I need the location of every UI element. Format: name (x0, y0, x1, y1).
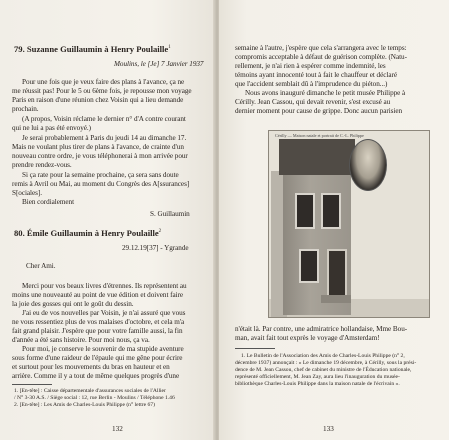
letter-80-line: fait grand plaisir. J'espère que pour votre famille aussi, la fin (12, 327, 183, 335)
letter-79-line: qui ne lui a pas été envoyé.) (12, 124, 91, 132)
letter-80-salutation: Cher Ami. (26, 262, 56, 270)
footnote: bibliothèque Charles-Louis Philippe dans la maison natale de l'écrivain ». (235, 381, 400, 387)
portrait-medallion (349, 139, 387, 191)
body-line: Nous avons inauguré dimanche le petit musée Philippe à (245, 89, 406, 97)
letter-79-line: S[ociales]. (12, 189, 42, 197)
page-number: 133 (323, 425, 334, 433)
body-line: Cérilly. Jean Cassou, qui devait revenir, s'est excusé au (235, 98, 391, 106)
photo-door (327, 249, 347, 297)
photograph (268, 130, 430, 318)
right-page (219, 0, 449, 440)
letter-79-line: remis à Avril ou Mai, au moment du Congrès des A[ssurances] (12, 180, 190, 188)
letter-79-line: Paris en raison d'une réunion chez Voisin qui a lieu demande (12, 96, 184, 104)
letter-79-line: Si ça rate pour la semaine prochaine, ça sera sans doute (22, 171, 179, 179)
letter-80-line: la joie des gosses qui ont le goût du dessin. (12, 300, 134, 308)
body-line: rellement, je n'ai rien à espérer comme indemnité, les (235, 62, 386, 70)
letter-79-line: Mais ne voulant plus tirer de plans à l'avance, de crainte d'un (12, 143, 184, 151)
footnote: décembre 1937) annonçait : « Le dimanche 19 décembre, à Cérilly, sous la prési- (235, 360, 417, 366)
body-line: témoins ayant innocenté tout à fait le chauffeur et déclaré (235, 71, 397, 79)
body-line: semaine à l'autre, j'espère que cela s'arrangera avec le temps: (235, 44, 407, 52)
footnote: représenté officiellement, M. Jean Zay, aura lieu l'inauguration du musée- (235, 374, 400, 380)
letter-79-line: Je serai probablement à Paris du jeudi 14 au dimanche 17. (22, 134, 187, 142)
photo-roof (279, 139, 355, 175)
letter-80-line: ne vous ressentiez plus de vos malaises d'octobre, et cela m'a (12, 318, 185, 326)
letter-79-dateline: Moulins, le [Je] 7 Janvier 1937 (114, 60, 204, 68)
footnote: 1. Le Bulletin de l'Association des Amis de Charles-Louis Philippe (n° 2, (241, 353, 405, 359)
footnote-rule (12, 384, 52, 385)
body-line: man, avait fait tout exprès le voyage d'Amsterdam! (235, 334, 380, 342)
page-number: 132 (112, 425, 123, 433)
photo-window (299, 249, 319, 283)
letter-80-title: 80. Émile Guillaumin à Henry Poulaille$^2$ (14, 228, 162, 238)
letter-79-signature: S. Guillaumin (150, 210, 190, 218)
body-line: dernier moment pour cause de grippe. Donc aucun parisien (235, 107, 403, 115)
letter-80-line: sous forme d'une raideur de l'épaule qui me gêne pour écrire (12, 354, 183, 362)
body-line: compromis acceptable à défaut de guérison complète. (Natu- (235, 53, 407, 61)
footnote: 2. [En-tête] : Les Amis de Charles-Louis Philippe (n° lettre 67) (14, 402, 155, 408)
letter-80-line: Pour moi, je conserve le souvenir de ma stupide aventure (22, 345, 184, 353)
letter-79-line: Bien cordialement (22, 198, 75, 206)
letter-80-line: arrière. Comme il y a tout de même quelques progrès d'une (12, 372, 180, 380)
footnote: 1. [En-tête] : Caisse départementale d'assurances sociales de l'Allier (14, 388, 166, 394)
letter-79-line: Pour une fois que je veux faire des plans à l'avance, ça ne (22, 78, 185, 86)
photo-steps (321, 295, 351, 303)
letter-80-line: moins une nouveauté au point de vue édition et doivent faire (12, 291, 184, 299)
photo-window (321, 193, 341, 229)
left-page (0, 0, 216, 440)
footnote: dence de M. Jean Cassou, chef de cabinet du ministre de l'Éducation nationale, (235, 367, 412, 373)
letter-79-line: prochain. (12, 105, 39, 113)
letter-80-dateline: 29.12.19[37] - Ygrande (122, 244, 189, 252)
letter-79-title: 79. Suzanne Guillaumin à Henry Poulaille$^1$ (14, 44, 171, 54)
photo-caption: Cérilly — Maison natale et portrait de C.-L. Philippe (275, 133, 364, 138)
letter-79-line: (A propos, Voisin réclame le dernier n° d'A contre courant (22, 115, 186, 123)
letter-80-line: et surtout pour les mouvements du bras en hauteur et en (12, 363, 170, 371)
letter-80-line: J'ai eu de vos nouvelles par Voisin, je n'ai assuré que vous (22, 309, 186, 317)
footnote: / N° 3-30 A.S. / Siège social : 12, rue Berlin - Moulins / Téléphone 1.46 (14, 395, 175, 401)
body-line: que l'accident semblait dû à l'imprudence du piéton...) (235, 80, 388, 88)
letter-79-line: nouveau contre ordre, je vous téléphonerai à mon arrivée pour (12, 152, 188, 160)
body-line: n'était là. Par contre, une admiratrice hollandaise, Mme Bou- (235, 325, 408, 333)
letter-80-line: d'année a été sans histoire. Pour moi nous, ça va. (12, 336, 150, 344)
photo-window (295, 193, 315, 229)
letter-79-line: me réussit pas! Pour le 5 ou 6ème fois, je repousse mon voyage (12, 87, 192, 95)
letter-80-line: Merci pour vos beaux livres d'étrennes. Ils représentent au (22, 282, 187, 290)
letter-79-line: prendre rendez-vous. (12, 161, 72, 169)
footnote-rule (235, 348, 275, 349)
